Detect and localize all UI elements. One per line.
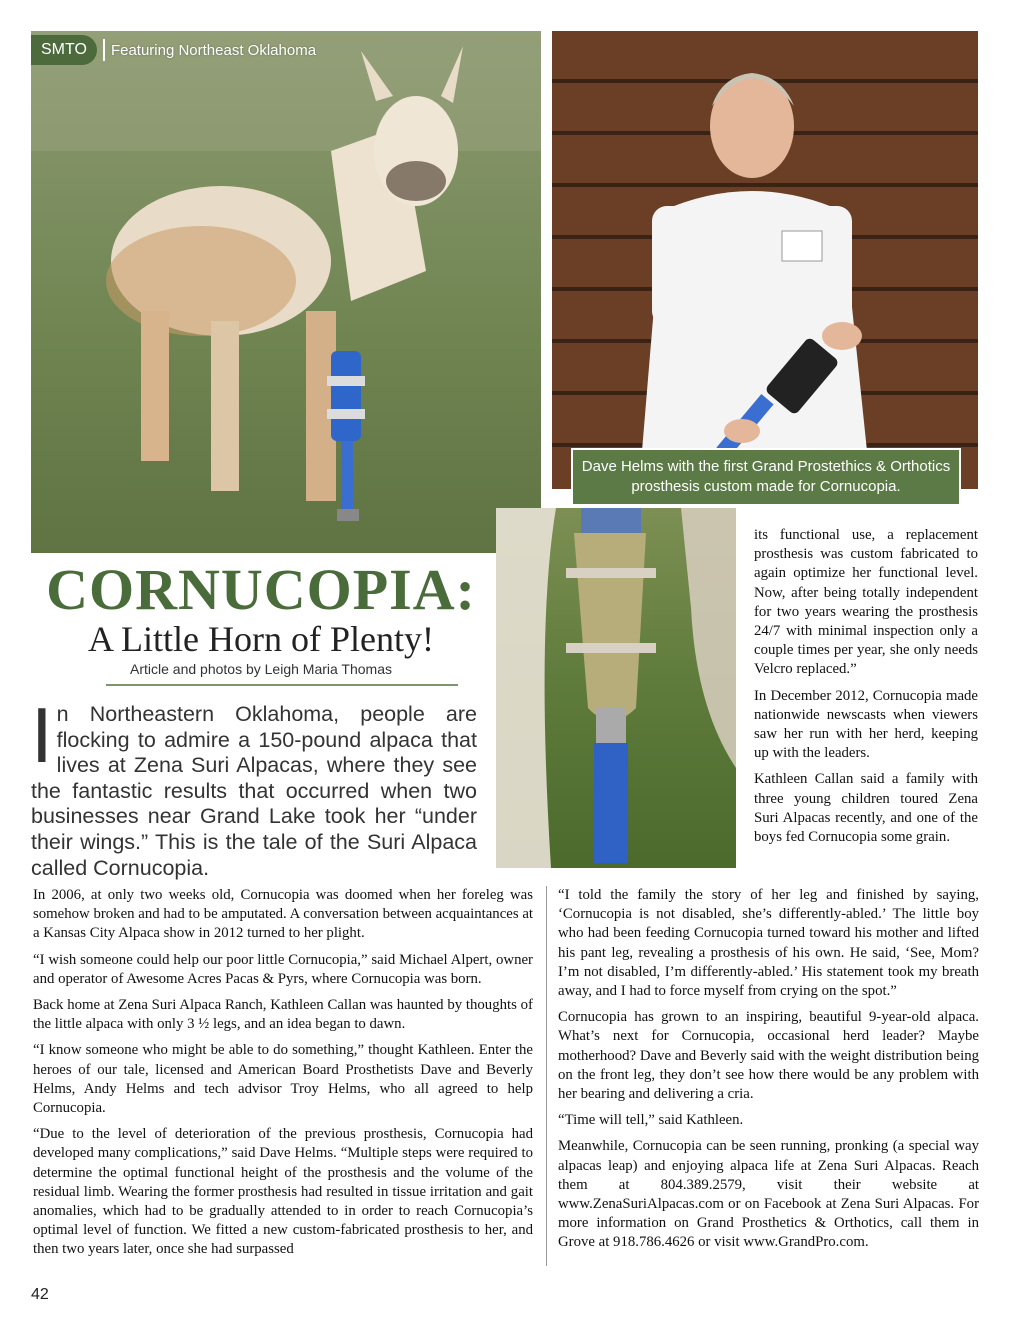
title-rule — [106, 684, 458, 686]
paragraph: Cornucopia has grown to an inspiring, beautiful 9-year-old alpaca. What’s next for Cornucopia, occasional herd leader? Maybe motherhood? Dave and Beverly said with the weight distribution being on the front leg, they don’t see how there would be any problem with her bearing and delivering a cria. — [558, 1009, 979, 1103]
paragraph: “I know someone who might be able to do something,” thought Kathleen. Enter the heroes of our tale, licensed and American Board Prosthetists Dave and Beverly Helms, Andy Helms and tech advisor Troy Helms, who all agreed to help Cornucopia. — [33, 1042, 533, 1117]
paragraph: Meanwhile, Cornucopia can be seen running, pronking (a special way alpacas leap) and enjoying alpaca life at Zena Suri Alpacas. Reach them at 804.389.2579, visit their website at www.ZenaSuriAlpacas.com or on Facebook at Zena Suri Alpacas. For more information on Grand Prosthetics & Orthotics, call them in Grove at 918.786.4626 or visit www.GrandPro.com. — [558, 1138, 979, 1251]
leg-illustration — [496, 508, 736, 868]
section-label: SMTO — [31, 35, 97, 65]
alpaca-photo — [31, 31, 541, 553]
photo-caption: Dave Helms with the first Grand Prostethics & Orthotics prosthesis custom made for Cornucopia. — [571, 448, 961, 506]
paragraph: “Time will tell,” said Kathleen. — [558, 1112, 744, 1129]
paragraph: In December 2012, Cornucopia made nationwide newscasts when viewers saw her run with her herd, keeping up with the leaders. — [754, 687, 978, 762]
alpaca-illustration — [31, 31, 541, 553]
left-column — [33, 886, 533, 1267]
paragraph: “Due to the level of deterioration of the previous prosthesis, Cornucopia had developed many complications,” said Dave Helms. “Multiple steps were required to determine the optimal functional height of the prosthesis and the volume of the residual limb. Wearing the former prosthesis had resulted in tissue irritation and gait anomalies, which had to be gradually attended to in order to reach Cornucopia’s optimal level of function. We fitted a new custom-fabricated prosthesis to her, and then two years later, once she had surpassed — [33, 1126, 533, 1258]
lead-paragraph — [31, 691, 477, 881]
dave-illustration — [552, 31, 978, 489]
drop-cap: I — [31, 691, 53, 779]
feature-label: Featuring Northeast Oklahoma — [110, 41, 317, 59]
article-subtitle: A Little Horn of Plenty! — [88, 619, 434, 659]
paragraph: “I told the family the story of her leg and finished by saying, ‘Cornucopia is not disabled, she’s differently-abled.’ The little boy who had been feeding Cornucopia turned toward his mother and lifted his pant leg, revealing a prosthesis of his own. He said, ‘See, Mom? I’m not disabled, I’m differently-abled.’ His statement took my breath away, and I had to force myself from crying on the spot.” — [558, 887, 979, 1000]
paragraph: “I wish someone could help our poor little Cornucopia,” said Michael Alpert, owner and operator of Awesome Acres Pacas & Pyrs, where Cornucopia was born. — [33, 951, 533, 987]
paragraph: Kathleen Callan said a family with three young children toured Zena Suri Alpacas recently, and one of the boys fed Cornucopia some grain. — [754, 771, 978, 846]
paragraph: Back home at Zena Suri Alpaca Ranch, Kathleen Callan was haunted by thoughts of the little alpaca with only 3 ½ legs, and an idea began to dawn. — [33, 997, 533, 1033]
column-divider — [546, 886, 547, 1266]
section-header — [31, 34, 316, 66]
page-number: 42 — [31, 1286, 49, 1303]
lead-text: n Northeastern Oklahoma, people are flocking to admire a 150-pound alpaca that lives at Zena Suri Alpacas, where they see the fantastic results that occurred when two businesses near Grand Lake took her “under their wings.” This is the tale of the Suri Alpaca called Cornucopia. — [31, 702, 477, 880]
prosthetic-leg-photo — [496, 508, 736, 868]
article-byline: Article and photos by Leigh Maria Thomas — [130, 661, 392, 677]
paragraph: its functional use, a replacement prosthesis was custom fabricated to again optimize her functional level. Now, after being totally independent for two years wearing the prosthesis 24/7 with minimal inspection only a couple times per year, she only needs Velcro replaced.” — [754, 527, 978, 678]
dave-helms-photo — [552, 31, 978, 489]
header-divider — [103, 39, 105, 61]
paragraph: In 2006, at only two weeks old, Cornucopia was doomed when her foreleg was somehow broken and had to be amputated. A conversation between acquaintances at a Kansas City Alpaca show in 2012 turned to her plight. — [33, 887, 533, 942]
right-column — [558, 886, 979, 1260]
right-top-column — [754, 526, 978, 854]
article-title: CORNUCOPIA: — [46, 557, 476, 622]
